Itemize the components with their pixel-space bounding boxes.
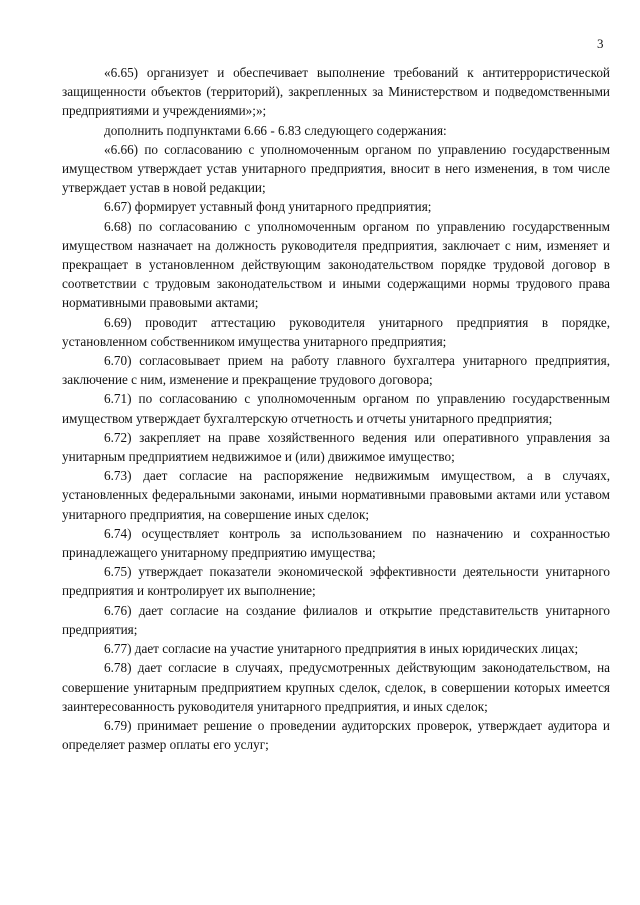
document-body xyxy=(62,63,610,754)
page-number: 3 xyxy=(597,36,604,51)
paragraph-6-76: 6.76) дает согласие на создание филиалов и открытие представительств унитарного предприятия; xyxy=(62,602,610,637)
paragraph-6-79: 6.79) принимает решение о проведении аудиторских проверок, утверждает аудитора и определяет размер оплаты его услуг; xyxy=(62,717,610,753)
paragraph-amendment-intro: дополнить подпунктами 6.66 - 6.83 следующего содержания: xyxy=(104,122,447,138)
paragraph-6-70: 6.70) согласовывает прием на работу главного бухгалтера унитарного предприятия, заключение с ним, изменение и прекращение трудового договора; xyxy=(62,353,610,388)
paragraph-6-69: 6.69) проводит аттестацию руководителя унитарного предприятия в порядке, установленном собственником имущества унитарного предприятия; xyxy=(62,314,610,349)
paragraph-6-73: 6.73) дает согласие на распоряжение недвижимым имуществом, а в случаях, установленных федеральными законами, иными нормативными правовыми актами или уставом унитарного предприятия, на совершение иных сделок; xyxy=(62,468,610,522)
paragraph-6-77: 6.77) дает согласие на участие унитарного предприятия в иных юридических лицах; xyxy=(104,641,579,657)
paragraph-6-66: «6.66) по согласованию с уполномоченным органом по управлению государственным имуществом утверждает устав унитарного предприятия, вносит в него изменения, в том числе утверждает устав в новой редакции; xyxy=(62,141,610,196)
paragraph-6-71: 6.71) по согласованию с уполномоченным органом по управлению государственным имуществом утверждает бухгалтерскую отчетность и отчеты унитарного предприятия; xyxy=(62,391,610,426)
paragraph-6-74: 6.74) осуществляет контроль за использованием по назначению и сохранностью принадлежащего унитарному предприятию имущества; xyxy=(62,525,610,561)
paragraph-6-78: 6.78) дает согласие в случаях, предусмотренных действующим законодательством, на совершение унитарным предприятием крупных сделок, сделок, в совершении которых имеется заинтересованность руководителя унитарного предприятия, и иных сделок; xyxy=(62,660,610,714)
paragraph-6-72: 6.72) закрепляет на праве хозяйственного ведения или оперативного управления за унитарным предприятием недвижимое и (или) движимое имущество; xyxy=(62,429,610,465)
paragraph-6-75: 6.75) утверждает показатели экономической эффективности деятельности унитарного предприятия и контролирует их выполнение; xyxy=(62,564,610,599)
paragraph-6-65: «6.65) организует и обеспечивает выполнение требований к антитеррористической защищенности объектов (территорий), закрепленных за Министерством и подведомственными предприятиями и учреждениями»;»; xyxy=(62,65,610,119)
paragraph-6-67: 6.67) формирует уставный фонд унитарного предприятия; xyxy=(104,199,432,215)
paragraph-6-68: 6.68) по согласованию с уполномоченным органом по управлению государственным имуществом назначает на должность руководителя предприятия, заключает с ним, изменяет и прекращает в установленном действующим законодательством порядке трудовой договор в соответствии с трудовым законодательством и иными содержащими нормы трудового права нормативными правовыми актами; xyxy=(62,218,610,311)
